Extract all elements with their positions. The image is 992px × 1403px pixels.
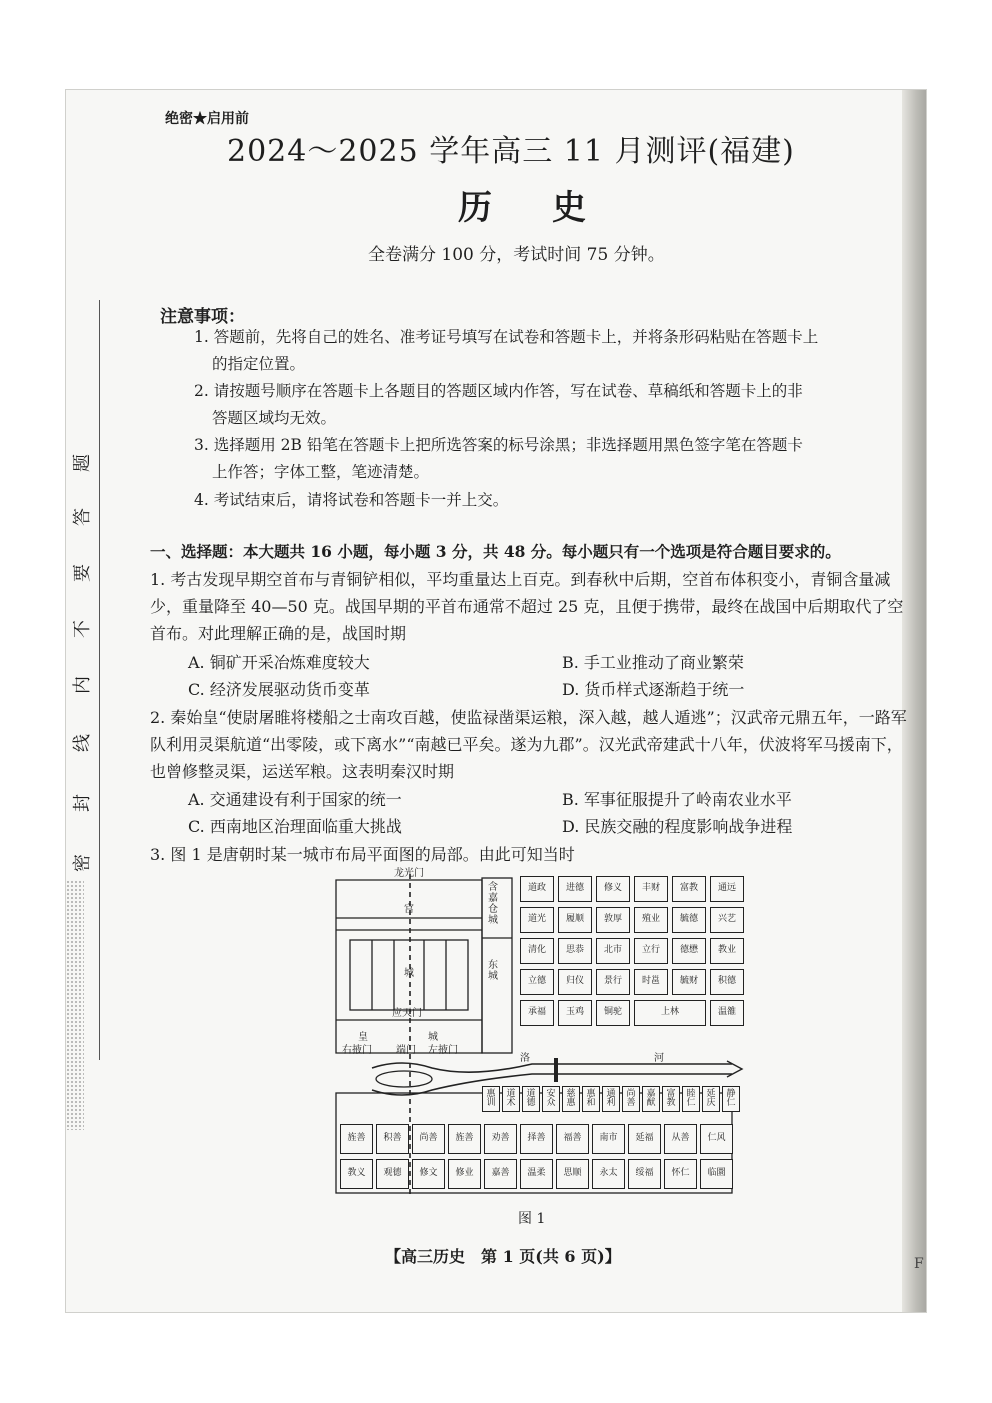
- river-label: 河: [654, 1053, 664, 1064]
- ward: 教业: [710, 938, 744, 964]
- ward: 积善: [376, 1124, 409, 1154]
- east-city-label: 东城: [488, 960, 498, 982]
- granary-label: 含嘉仓城: [488, 882, 498, 926]
- ward: 道政: [520, 876, 554, 902]
- ward: 惠训: [482, 1086, 500, 1112]
- map-labels: [332, 868, 752, 1198]
- ward: 道德: [522, 1086, 540, 1112]
- notice-line: 4. 考试结束后，请将试卷和答题卡一并上交。: [194, 491, 509, 509]
- ward: 尚善: [622, 1086, 640, 1112]
- ward: 积德: [710, 969, 744, 995]
- north-ward-grid: [520, 876, 744, 1026]
- ward: 教义: [340, 1159, 373, 1189]
- binding-char: 内: [72, 676, 93, 694]
- ward: 德懋: [672, 938, 706, 964]
- notice-heading: 注意事项：: [160, 307, 245, 327]
- ward: 铜驼: [596, 1000, 630, 1026]
- binding-char: 要: [72, 564, 93, 582]
- ward: 富教: [672, 876, 706, 902]
- q1-option-a: A. 铜矿开采冶炼难度较大: [188, 653, 370, 672]
- ward: 修业: [448, 1159, 481, 1189]
- ward: 嘉猷: [642, 1086, 660, 1112]
- ward: 毓德: [672, 907, 706, 933]
- ward: 丰财: [634, 876, 668, 902]
- ward: 毓财: [672, 969, 706, 995]
- gate-label: 端门: [396, 1045, 416, 1056]
- q2-option-d: D. 民族交融的程度影响战争进程: [562, 817, 793, 836]
- ward: 南市: [592, 1124, 625, 1154]
- ward: 惠和: [582, 1086, 600, 1112]
- ward: 进德: [558, 876, 592, 902]
- q1-option-b: B. 手工业推动了商业繁荣: [562, 653, 744, 672]
- notice-line: 上作答；字体工整，笔迹清楚。: [212, 463, 430, 481]
- ward: 通利: [602, 1086, 620, 1112]
- page-edge-mark: F: [914, 1256, 924, 1272]
- ward: 归仪: [558, 969, 592, 995]
- notice-item: [194, 487, 906, 514]
- question-1-stem: 1. 考古发现早期空首布与青铜铲相似，平均重量达上百克。到春秋中后期，空首布体积变小，青铜含量减少，重量降至 40—50 克。战国早期的平首布通常不超过 25 克，且便于携带，最终在战国中后期取代了空首布。对此理解正确的是，战国时期: [150, 570, 904, 643]
- notice-line: 1. 答题前，先将自己的姓名、准考证号填写在试卷和答题卡上，并将条形码粘贴在答题卡上: [194, 328, 819, 346]
- ward: 慈惠: [562, 1086, 580, 1112]
- ward: 从善: [664, 1124, 697, 1154]
- ward: 兴艺: [710, 907, 744, 933]
- ward: 道光: [520, 907, 554, 933]
- ward: 福善: [556, 1124, 589, 1154]
- ward: 敦厚: [596, 907, 630, 933]
- ward: 温雒: [710, 1000, 744, 1026]
- ward: 旌善: [448, 1124, 481, 1154]
- ward: 怀仁: [664, 1159, 697, 1189]
- gate-label: 应天门: [392, 1008, 422, 1019]
- gate-label: 左掖门: [428, 1045, 458, 1056]
- ward: 道术: [502, 1086, 520, 1112]
- notice-line: 答题区域均无效。: [212, 409, 337, 427]
- binding-char: 不: [72, 620, 93, 638]
- palace-label: 城: [404, 968, 414, 979]
- binding-char: 密: [72, 854, 93, 872]
- ward: 玉鸡: [558, 1000, 592, 1026]
- figure-caption: 图 1: [518, 1211, 546, 1227]
- binding-text: [62, 440, 102, 880]
- ward: 思恭: [558, 938, 592, 964]
- ward: 尚善: [412, 1124, 445, 1154]
- ward: 北市: [596, 938, 630, 964]
- subject-title: 历史: [458, 188, 646, 228]
- ward: 临圜: [700, 1159, 733, 1189]
- ward: 静仁: [722, 1086, 740, 1112]
- q2-option-b: B. 军事征服提升了岭南农业水平: [562, 790, 792, 809]
- ward: 睦仁: [682, 1086, 700, 1112]
- question-2-stem: 2. 秦始皇“使尉屠睢将楼船之士南攻百越，使监禄凿渠运粮，深入越，越人遁逃”；汉武帝元鼎五年，一路军队利用灵渠航道“出零陵，或下离水”“南越已平矣。遂为九郡”。汉光武帝建武十八年，伏波将军马援南下，也曾修整灵渠，运送军粮。这表明秦汉时期: [150, 708, 907, 781]
- binding-char: 封: [72, 794, 93, 812]
- binding-char: 线: [72, 734, 93, 752]
- ward: 履顺: [558, 907, 592, 933]
- notice-item: [194, 378, 906, 432]
- ward: 仁风: [700, 1124, 733, 1154]
- south-top-band: [482, 1086, 740, 1112]
- q2-option-c: C. 西南地区治理面临重大挑战: [188, 817, 402, 836]
- ward: 旌善: [340, 1124, 373, 1154]
- exam-title: 2024～2025 学年高三 11 月测评(福建): [227, 134, 795, 169]
- notice-line: 2. 请按题号顺序在答题卡上各题目的答题区域内作答，写在试卷、草稿纸和答题卡上的非: [194, 382, 803, 400]
- confidential-label: 绝密★启用前: [165, 111, 249, 127]
- page-footer: 【高三历史 第 1 页(共 6 页)】: [385, 1247, 621, 1266]
- ward: 清化: [520, 938, 554, 964]
- notice-line: 的指定位置。: [212, 355, 306, 373]
- ward: 上林: [634, 1000, 706, 1026]
- ward: 延庆: [702, 1086, 720, 1112]
- ward: 温柔: [520, 1159, 553, 1189]
- ward: 思顺: [556, 1159, 589, 1189]
- notice-line: 3. 选择题用 2B 铅笔在答题卡上把所选答案的标号涂黑；非选择题用黑色签字笔在答题卡: [194, 436, 803, 454]
- river-label: 洛: [520, 1053, 530, 1064]
- palace-label: 宫: [404, 904, 414, 915]
- notice-item: [194, 324, 906, 378]
- ward: 修文: [412, 1159, 445, 1189]
- ward: 时邕: [634, 969, 668, 995]
- ward: 富教: [662, 1086, 680, 1112]
- ward: 立行: [634, 938, 668, 964]
- ward: 绥福: [628, 1159, 661, 1189]
- q2-option-a: A. 交通建设有利于国家的统一: [188, 790, 402, 809]
- ward: 立德: [520, 969, 554, 995]
- ward: 择善: [520, 1124, 553, 1154]
- ward: 承福: [520, 1000, 554, 1026]
- ward: 修义: [596, 876, 630, 902]
- imperial-city-label: 城: [428, 1032, 438, 1043]
- ward: 通远: [710, 876, 744, 902]
- question-3-stem: 3. 图 1 是唐朝时某一城市布局平面图的局部。由此可知当时: [150, 845, 575, 864]
- binding-dot-strip: [66, 880, 84, 1130]
- imperial-city-label: 皇: [358, 1032, 368, 1043]
- south-ward-grid: [340, 1124, 733, 1189]
- section-heading: 一、选择题：本大题共 16 小题，每小题 3 分，共 48 分。每小题只有一个选项是符合题目要求的。: [150, 542, 841, 561]
- ward: 劝善: [484, 1124, 517, 1154]
- q1-option-d: D. 货币样式逐渐趋于统一: [562, 680, 745, 699]
- ward: 永太: [592, 1159, 625, 1189]
- notice-item: [194, 432, 906, 486]
- ward: 延福: [628, 1124, 661, 1154]
- ward: 嘉善: [484, 1159, 517, 1189]
- binding-char: 题: [72, 454, 93, 472]
- page-fold-shadow: [902, 90, 926, 1312]
- ward: 殖业: [634, 907, 668, 933]
- q1-option-c: C. 经济发展驱动货币变革: [188, 680, 370, 699]
- gate-label: 右掖门: [342, 1045, 372, 1056]
- ward: 观德: [376, 1159, 409, 1189]
- binding-char: 答: [72, 508, 93, 526]
- ward: 景行: [596, 969, 630, 995]
- ward: 安众: [542, 1086, 560, 1112]
- score-time-info: 全卷满分 100 分，考试时间 75 分钟。: [368, 245, 665, 265]
- gate-label: 龙光门: [394, 868, 424, 879]
